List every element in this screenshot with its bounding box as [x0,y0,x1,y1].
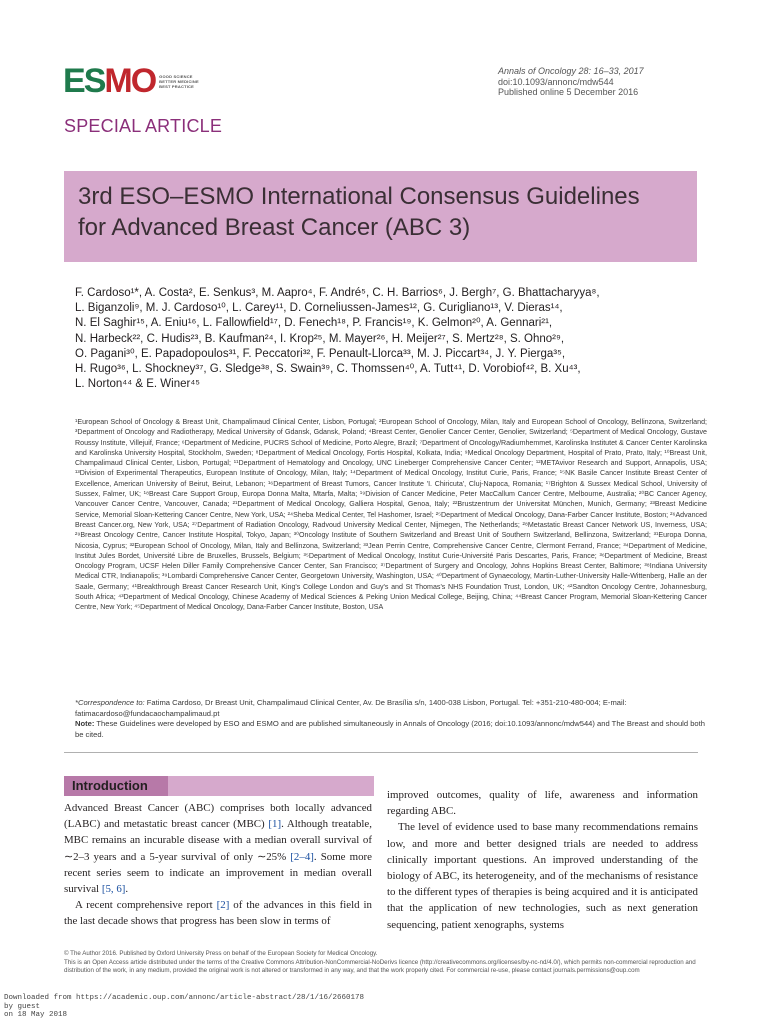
author-line: L. Biganzoli⁹, M. J. Cardoso¹⁰, L. Carey¹¹, D. Corneliussen-James¹², G. Curigliano¹³, V. Dieras¹⁴, [75,302,563,315]
journal-info [498,66,698,98]
intro-heading: Introduction [72,778,148,793]
correspondence-label: *Correspondence to: [75,698,145,707]
citation-link[interactable]: [1] [268,818,282,831]
section-divider [64,752,698,753]
paragraph: The level of evidence used to base many recommendations remains low, and more and better designed trials are needed to address clinically important questions. An improved understanding of the biology of ABC, its heterogeneity, and of the mechanisms of resistance to the different types of therapies is being acquired and it is anticipated that the application of new technologies, such as next generation sequencing, patient xenographs, systems [387,821,698,931]
license-line: This is an Open Access article distributed under the terms of the Creative Commons Attribution-NonCommercial-NoDerivs licence (http://creativecommons.org/licenses/by-nc-nd/4.0/), which permits non-commercial reproduction and distribution of the work, in any medium, provided the original work is not altered or transformed in any way, and that the work properly cited. For commercial re-use, please contact journals.permissions@oup.com [64,958,696,975]
author-line: N. Harbeck²², C. Hudis²³, B. Kaufman²⁴, I. Krop²⁵, M. Mayer²⁶, H. Meijer²⁷, S. Mertz²⁸, S. Ohno²⁹, [75,332,565,345]
citation-link[interactable]: [5, 6] [101,883,126,896]
citation-link[interactable]: [2] [216,899,230,912]
correspondence-block [75,698,705,740]
copyright-line: © The Author 2016. Published by Oxford University Press on behalf of the European Society for Medical Oncology. [64,950,378,957]
citation-link[interactable]: [2–4] [290,850,314,863]
author-line: H. Rugo³⁶, L. Shockney³⁷, G. Sledge³⁸, S. Swain³⁹, C. Thomssen⁴⁰, A. Tutt⁴¹, D. Vorobiof⁴², B. Xu⁴³, [75,363,581,376]
body-left-column [64,800,372,930]
paragraph: Advanced Breast Cancer (ABC) comprises both locally advanced (LABC) and metastatic breast cancer (MBC) [1]. Although treatable, MBC remains an incurable disease with a median overall survival of ∼2–3 years and a 5-year survival of only ∼25% [2–4]. Some more recent series seem to indicate an improvement in median overall survival [5, 6]. [64,802,372,896]
logo-tagline: GOOD SCIENCE BETTER MEDICINE BEST PRACTICE [159,73,199,89]
author-list [75,286,705,392]
note-text: These Guidelines were developed by ESO and ESMO and are published simultaneously in Annals of Oncology (2016; doi:10.1093/annonc/mdw544) and The Breast and should both be cited. [75,719,705,739]
author-line: N. El Saghir¹⁵, A. Eniu¹⁶, L. Fallowfield¹⁷, D. Fenech¹⁸, P. Francis¹⁹, K. Gelmon²⁰, A. Gennari²¹, [75,317,553,330]
note-label: Note: [75,719,95,729]
body-right-column [387,787,698,933]
published-date: Published online 5 December 2016 [498,87,639,97]
article-title: 3rd ESO–ESMO International Consensus Guidelines for Advanced Breast Cancer (ABC 3) [78,183,640,241]
esmo-logo [63,62,199,100]
download-stamp: Downloaded from https://academic.oup.com/annonc/article-abstract/28/1/16/2660178 by guest on 18 May 2018 [4,994,365,1019]
journal-citation: Annals of Oncology 28: 16–33, 2017 [498,66,644,76]
author-line: L. Norton⁴⁴ & E. Winer⁴⁵ [75,378,201,391]
affiliations: ¹European School of Oncology & Breast Unit, Champalimaud Clinical Center, Lisbon, Portugal; ²European School of Oncology, Milan, Italy and European School of Oncology, Bellinzona, Switzerland; ³Department of Oncology and Radiotherapy, Medical University of Gdansk, Gdansk, Poland; ⁴Breast Center, Genolier Cancer Center, Genolier, Switzerland; ⁵Department of Medical Oncology, Gustave Roussy Institute, Villejuif, France; ⁶Department of Medicine, PUCRS School of Medicine, Porto Alegre, Brazil; ⁷Department of Oncology/Radiumhemmet, Karolinska Institutet & Cancer Center Karolinska and Karolinska University Hospital, Stockholm, Sweden; ⁸Department of Medical Oncology, Fortis Hospital, Kolkata, India; ⁹Medical Oncology Department, Hospital of Prato, Prato, Italy; ¹⁰Breast Unit, Champalimaud Clinical Center, Lisbon, Portugal; ¹¹Department of Hematology and Oncology, UNC Lineberger Comprehensive Cancer Center; ¹²METAvivor Research and Support, Annapolis, USA; ¹³Division of Experimental Therapeutics, European Institute of Oncology, Milan, Italy; ¹⁴Department of Medical Oncology, Institut Curie, Paris, France; ¹⁵NK Basile Cancer Institute Breast Center of Excellence, American University of Beirut, Beirut, Lebanon; ¹⁶Department of Breast Tumors, Cancer Institute 'I. Chiricuta', Cluj-Napoca, Romania; ¹⁷Brighton & Sussex Medical School, University of Sussex, Falmer, UK; ¹⁸Breast Care Support Group, Europa Donna Malta, Mtarfa, Malta; ¹⁹Division of Cancer Medicine, Peter MacCallum Cancer Centre, Melbourne, Australia; ²⁰BC Cancer Agency, Vancouver Cancer Centre, Vancouver, Canada; ²¹Department of Medical Oncology, Galliera Hospital, Genoa, Italy; ²²Brustzentrum der Universitat München, Munich, Germany; ²³Breast Medicine Service, Memorial Sloan-Kettering Cancer Centre, New York, USA; ²⁴Sheba Medical Center, Tel Hashomer, Israel; ²⁵Department of Medical Oncology, Dana-Farber Cancer Institute, Boston; ²⁶Advanced Breast Cancer.org, New York, USA; ²⁷Department of Radiation Oncology, Radvoud University Medical Center, Nijmegen, The Netherlands; ²⁸Metastatic Breast Cancer Network US, Inverness, USA; ²⁹Breast Oncology Centre, Cancer Institute Hospital, Tokyo, Japan; ³⁰Oncology Institute of Southern Switzerland and Breast Unit of Southern Switzerland, Bellinzona, Switzerland; ³¹Europa Donna, Nicosia, Cyprus; ³²European School of Oncology, Milan, Italy and Bellinzona, Switzerland; ³³Jean Perrin Centre, Comprehensive Cancer Centre, Clermont Ferrand, France; ³⁴Department of Medicine, Institut Jules Bordet, Université Libre de Bruxelles, Brussels, Belgium; ³⁵Department of Medical Oncology, Institut Curie-Université Paris Descartes, Paris, France; ³⁶Department of Medicine, Breast Oncology Program, UCSF Helen Diller Family Comprehensive Cancer Center, San Francisco; ³⁷Department of Surgery and Oncology, Johns Hopkins Breast Center, Baltimore; ³⁸Indiana University Medical CTR, Indianapolis; ³⁹Lombardi Comprehensive Cancer Center, Georgetown University, Washington, USA; ⁴⁰Department of Gynaecology, Martin-Luther-University Halle-Wittenberg, Halle an der Saale, Germany; ⁴¹Breakthrough Breast Cancer Research Unit, King's College London and Guy's and St Thomas's NHS Foundation Trust, London, UK; ⁴²Sandton Oncology Centre, Johannesburg, South Africa; ⁴³Department of Medical Oncology, Chinese Academy of Medical Sciences & Peking Union Medical College, Beijing, China; ⁴⁴Breast Cancer Program, Memorial Sloan-Kettering Cancer Centre, New York; ⁴⁵Department of Medical Oncology, Dana-Farber Cancer Institute, Boston, USA [75,418,707,612]
section-label: SPECIAL ARTICLE [64,116,223,136]
author-line: F. Cardoso¹*, A. Costa², E. Senkus³, M. Aapro⁴, F. André⁵, C. H. Barrios⁶, J. Bergh⁷, G. Bhattacharyya⁸, [75,287,600,299]
correspondence-text: Fatima Cardoso, Dr Breast Unit, Champalimaud Clinical Center, Av. De Brasília s/n, 1400-038 Lisbon, Portugal. Tel: +351-210-480-004; E-mail: fatimacardoso@fundacaochampalimaud.pt [75,698,627,718]
paragraph: improved outcomes, quality of life, awareness and information regarding ABC. [387,789,698,818]
copyright-footer [64,950,698,976]
paragraph: A recent comprehensive report [2] of the advances in this field in the last decade shows that progress has been slow in terms of [64,899,372,928]
journal-doi[interactable]: doi:10.1093/annonc/mdw544 [498,76,614,87]
author-line: O. Pagani³⁰, E. Papadopoulos³¹, F. Peccatori³², F. Penault-Llorca³³, M. J. Piccart³⁴, J. Y. Pierga³⁵, [75,347,566,360]
logo-wordmark: ESMO [63,62,156,100]
